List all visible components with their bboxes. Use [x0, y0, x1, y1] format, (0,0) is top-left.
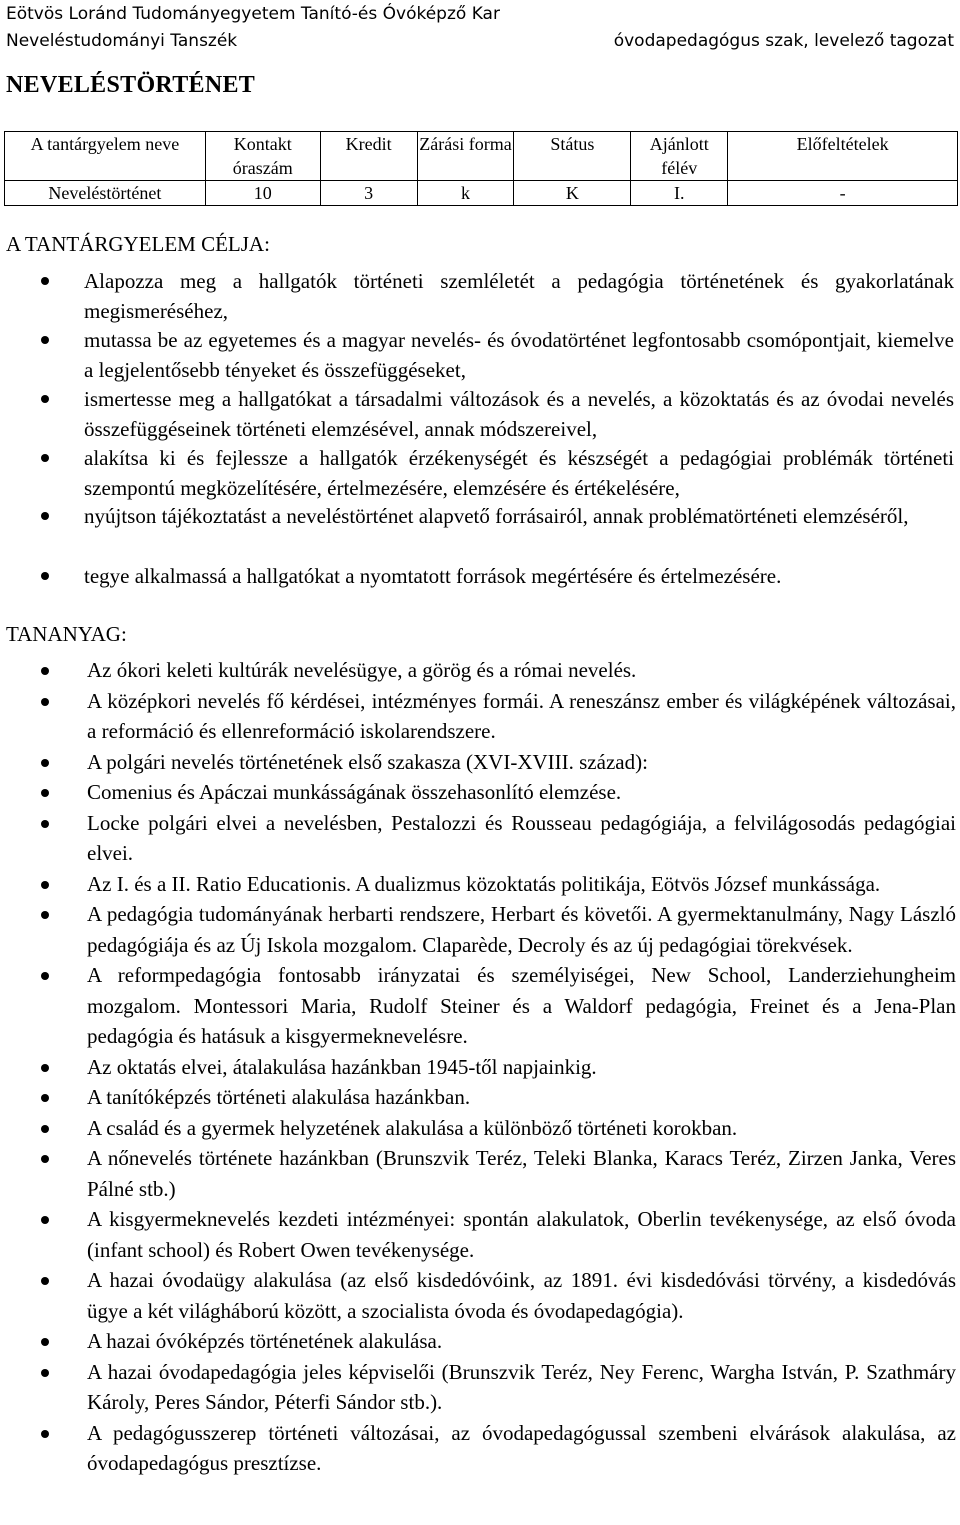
list-item: mutassa be az egyetemes és a magyar nevelés- és óvodatörténet legfontosabb csomópontjait, kiemelve a legjelentősebb tényeket és összefüggéseket, [4, 325, 954, 384]
list-item: Locke polgári elvei a nevelésben, Pestalozzi és Rousseau pedagógiája, a felvilágosodás pedagógiai elvei. [4, 808, 956, 869]
page-title: NEVELÉSTÖRTÉNET [6, 72, 256, 98]
table-header-cell: A tantárgyelem neve [5, 132, 206, 181]
list-item: A kisgyermeknevelés kezdeti intézményei: spontán alakulatok, Oberlin tevékenysége, az első óvoda (infant school) és Robert Owen tevékenysége. [4, 1204, 956, 1265]
table-cell: k [417, 181, 514, 206]
aims-heading: A TANTÁRGYELEM CÉLJA: [6, 232, 270, 256]
header-department: Neveléstudományi Tanszék [6, 31, 238, 51]
list-item: A reformpedagógia fontosabb irányzatai és személyiségei, New School, Landerziehungheim mozgalom. Montessori Maria, Rudolf Steiner és a Waldorf pedagógia, Freinet és a Jena-Plan pedagógia és hatásuk a kisgyermeknevelésre. [4, 960, 956, 1052]
list-item: Az oktatás elvei, átalakulása hazánkban 1945-től napjainkig. [4, 1052, 956, 1083]
table-header-cell: Előfeltételek [728, 132, 958, 181]
list-item: A család és a gyermek helyzetének alakulása a különböző történeti korokban. [4, 1113, 956, 1144]
header-row [6, 30, 954, 52]
table-header-cell: Kredit [320, 132, 417, 181]
content-heading: TANANYAG: [6, 622, 127, 646]
content-list [4, 655, 956, 1479]
table-cell: 3 [320, 181, 417, 206]
table-row [5, 181, 958, 206]
table-header-row [5, 132, 958, 181]
table-cell: I. [631, 181, 728, 206]
table-cell: 10 [205, 181, 320, 206]
list-item: Alapozza meg a hallgatók történeti szemléletét a pedagógia történetének és gyakorlatának megismeréséhez, [4, 266, 954, 325]
aims-list [4, 266, 954, 591]
list-item: nyújtson tájékoztatást a neveléstörténet alapvető forrásairól, annak problématörténeti elemzéséről, [4, 501, 954, 561]
list-item: Az I. és a II. Ratio Educationis. A dualizmus közoktatás politikája, Eötvös József munkássága. [4, 869, 956, 900]
list-item: A tanítóképzés történeti alakulása hazánkban. [4, 1082, 956, 1113]
table-header-cell: Zárási forma [417, 132, 514, 181]
table-header-cell: Státus [514, 132, 631, 181]
list-item: A nőnevelés története hazánkban (Brunszvik Teréz, Teleki Blanka, Karacs Teréz, Zirzen Janka, Veres Pálné stb.) [4, 1143, 956, 1204]
list-item: ismertesse meg a hallgatókat a társadalmi változások és a nevelés, a közoktatás és az óvodai nevelés összefüggéseinek történeti elemzésével, annak módszereivel, [4, 384, 954, 443]
header-program: óvodapedagógus szak, levelező tagozat [613, 31, 954, 51]
table-header-cell: Kontakt óraszám [205, 132, 320, 181]
table-header-cell: Ajánlott félév [631, 132, 728, 181]
list-item: A középkori nevelés fő kérdései, intézményes formái. A reneszánsz ember és világképének változásai, a reformáció és ellenreformáció iskolarendszere. [4, 686, 956, 747]
table-cell: - [728, 181, 958, 206]
course-info-table [4, 131, 958, 206]
list-item: A hazai óvóképzés történetének alakulása. [4, 1326, 956, 1357]
list-item: tegye alkalmassá a hallgatókat a nyomtatott források megértésére és értelmezésére. [4, 561, 954, 591]
header-institution: Eötvös Loránd Tudományegyetem Tanító-és Óvóképző Kar [6, 4, 500, 24]
list-item: A pedagógia tudományának herbarti rendszere, Herbart és követői. A gyermektanulmány, Nagy László pedagógiája és az Új Iskola mozgalom. Claparède, Decroly és az új pedagógiai törekvések. [4, 899, 956, 960]
list-item: A hazai óvodapedagógia jeles képviselői (Brunszvik Teréz, Ney Ferenc, Wargha István, P. Szathmáry Károly, Peres Sándor, Péterfi Sándor stb.). [4, 1357, 956, 1418]
list-item: Az ókori keleti kultúrák nevelésügye, a görög és a római nevelés. [4, 655, 956, 686]
list-item: A polgári nevelés történetének első szakasza (XVI-XVIII. század): [4, 747, 956, 778]
list-item: A pedagógusszerep történeti változásai, az óvodapedagógussal szembeni elvárások alakulása, az óvodapedagógus presztízse. [4, 1418, 956, 1479]
list-item: alakítsa ki és fejlessze a hallgatók érzékenységét és készségét a pedagógiai problémák történeti szempontú megközelítésére, értelmezésére, elemzésére és értékelésére, [4, 443, 954, 501]
list-item: A hazai óvodaügy alakulása (az első kisdedóvóink, az 1891. évi kisdedóvási törvény, a kisdedóvás ügye a két világháború között, a szocialista óvoda és óvodapedagógia). [4, 1265, 956, 1326]
list-item: Comenius és Apáczai munkásságának összehasonlító elemzése. [4, 777, 956, 808]
table-cell: Neveléstörténet [5, 181, 206, 206]
table-cell: K [514, 181, 631, 206]
